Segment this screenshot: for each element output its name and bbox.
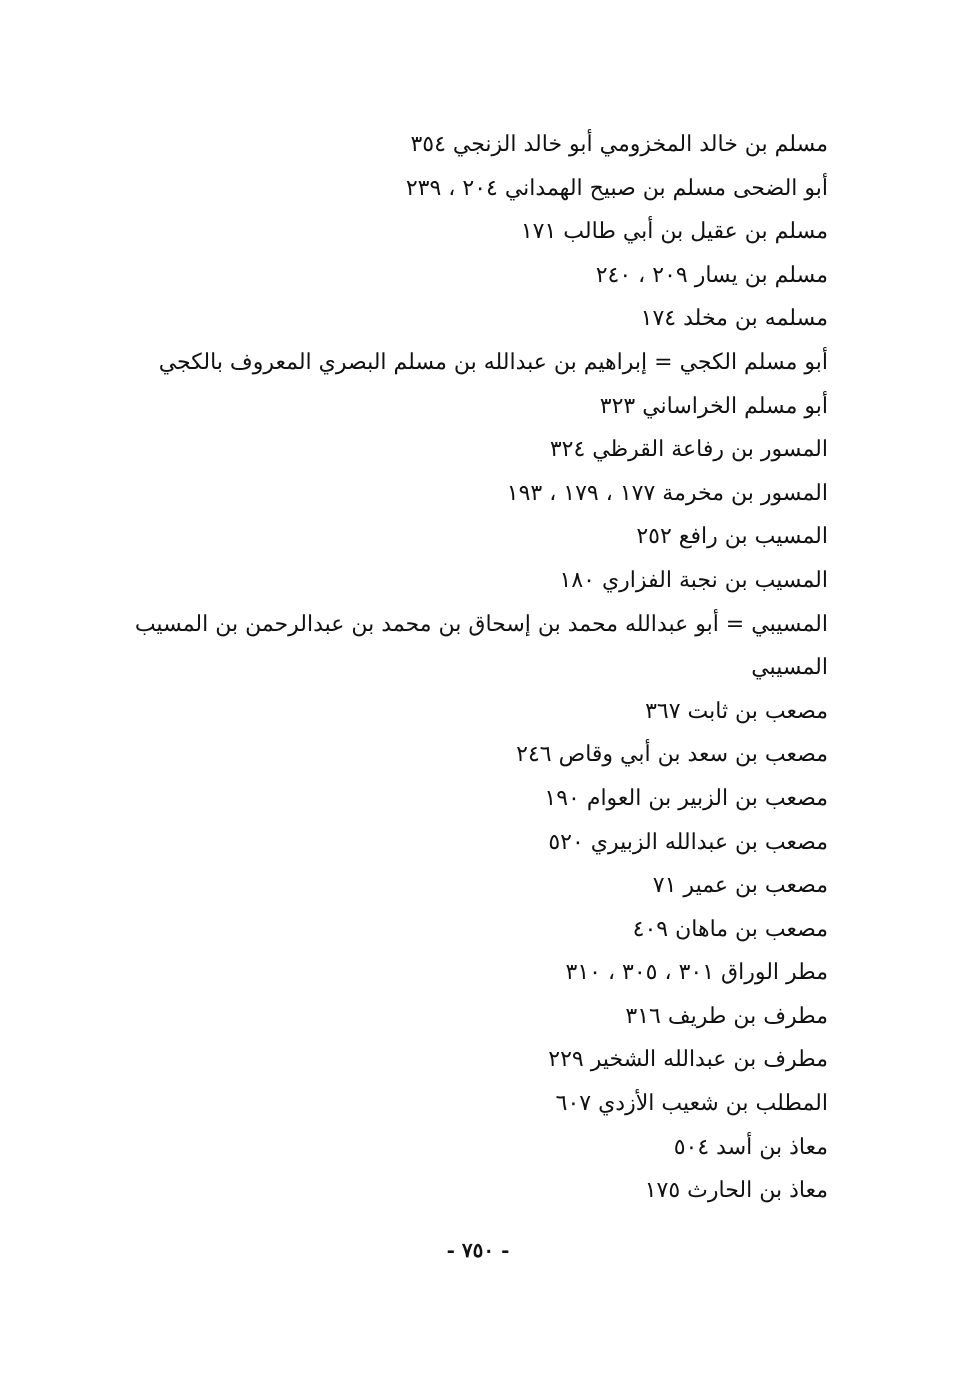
index-entry: المطلب بن شعيب الأزدي ٦٠٧ <box>555 1091 828 1117</box>
index-entry: المسيبي = أبو عبدالله محمد بن إسحاق بن محمد بن عبدالرحمن بن المسيب المسيبي <box>134 611 828 681</box>
index-entry: مصعب بن ماهان ٤٠٩ <box>632 916 828 942</box>
index-entry: مطر الوراق ٣٠١ ، ٣٠٥ ، ٣١٠ <box>565 960 828 986</box>
index-entry: أبو مسلم الكجي = إبراهيم بن عبدالله بن مسلم البصري المعروف بالكجي <box>158 349 828 375</box>
index-entry: المسور بن رفاعة القرظي ٣٢٤ <box>549 437 828 463</box>
index-entry: المسيب بن نجبة الفزاري ١٨٠ <box>559 567 828 593</box>
index-entry: مصعب بن عمير ٧١ <box>652 873 828 899</box>
index-entry-list <box>128 123 828 1213</box>
index-entry: مسلمه بن مخلد ١٧٤ <box>640 306 828 332</box>
index-entry: مسلم بن يسار ٢٠٩ ، ٢٤٠ <box>595 262 828 288</box>
index-entry: مسلم بن خالد المخزومي أبو خالد الزنجي ٣٥٤ <box>410 132 828 157</box>
index-entry: معاذ بن أسد ٥٠٤ <box>673 1134 828 1160</box>
index-entry: المسور بن مخرمة ١٧٧ ، ١٧٩ ، ١٩٣ <box>506 480 828 506</box>
index-entry: مطرف بن عبدالله الشخير ٢٢٩ <box>548 1047 828 1073</box>
index-entry: مصعب بن الزبير بن العوام ١٩٠ <box>544 785 828 811</box>
index-entry: مطرف بن طريف ٣١٦ <box>625 1003 828 1029</box>
index-entry: أبو الضحى مسلم بن صبيح الهمداني ٢٠٤ ، ٢٣٩ <box>405 175 828 201</box>
index-entry: مصعب بن سعد بن أبي وقاص ٢٤٦ <box>516 742 828 768</box>
index-entry: المسيب بن رافع ٢٥٢ <box>636 524 828 550</box>
index-entry: مصعب بن عبدالله الزبيري ٥٢٠ <box>548 829 828 855</box>
index-entry: مصعب بن ثابت ٣٦٧ <box>645 698 828 724</box>
index-entry: أبو مسلم الخراساني ٣٢٣ <box>599 393 828 419</box>
page-number: - ٧٥٠ - <box>446 1238 510 1262</box>
index-entry: معاذ بن الحارث ١٧٥ <box>644 1178 828 1204</box>
index-entry: مسلم بن عقيل بن أبي طالب ١٧١ <box>520 219 828 245</box>
